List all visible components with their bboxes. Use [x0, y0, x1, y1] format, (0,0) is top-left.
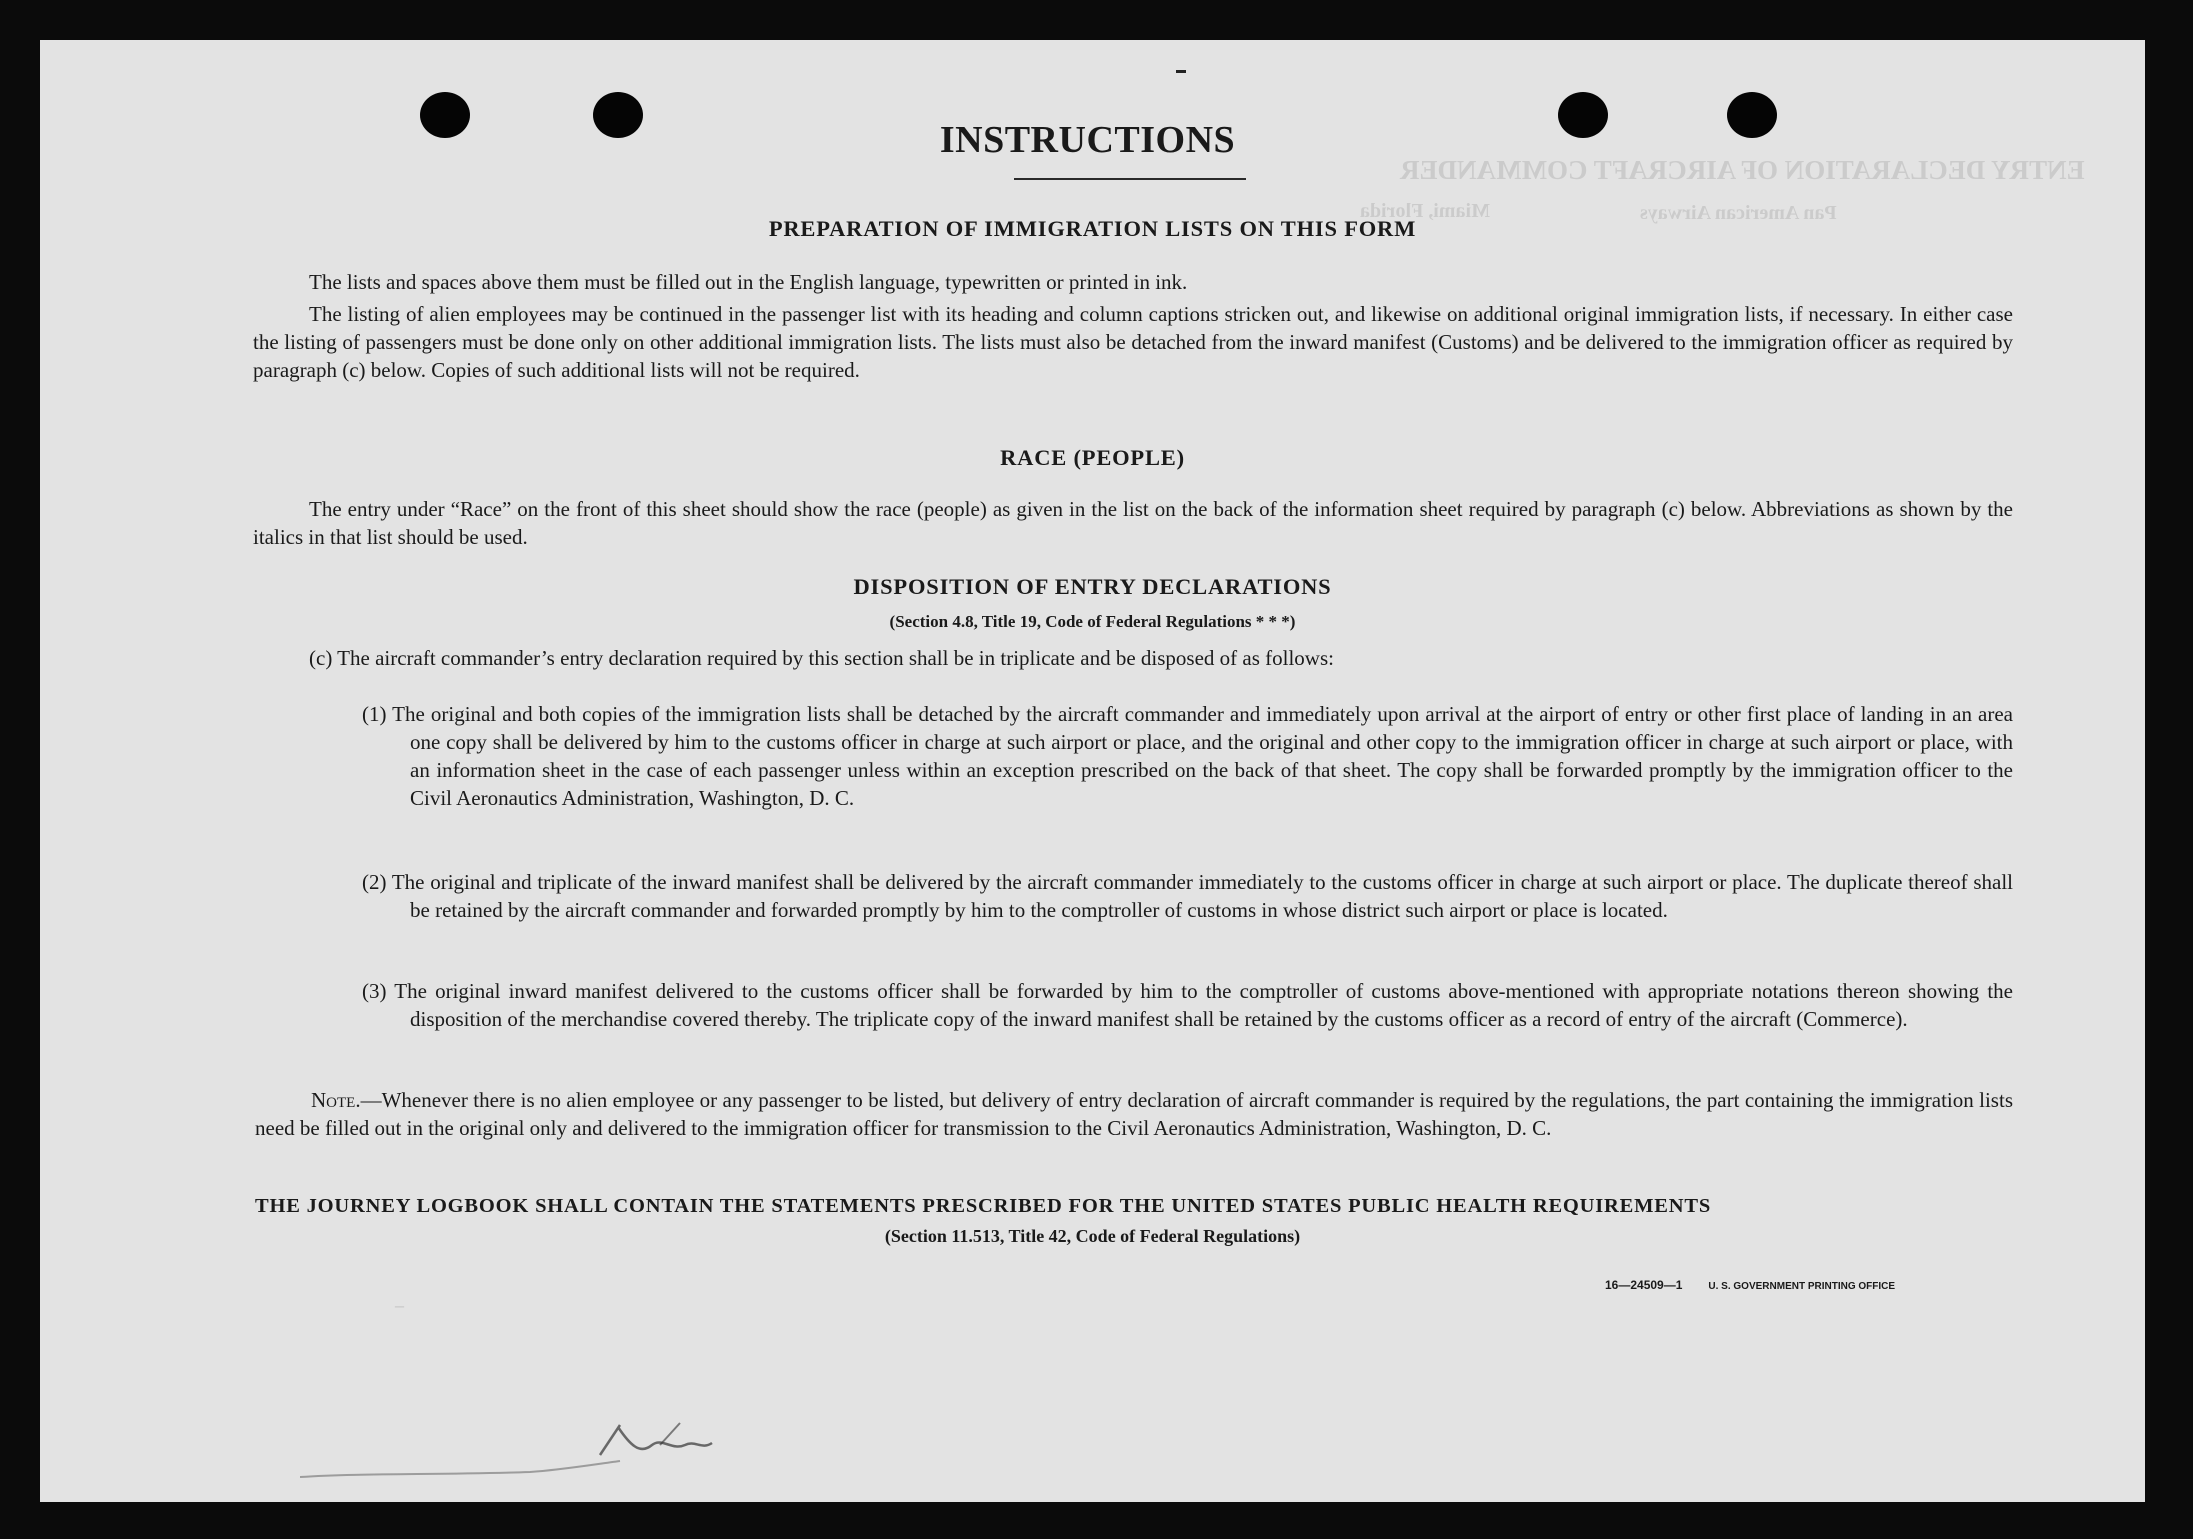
- bleed-through-heading: ENTRY DECLARATION OF AIRCRAFT COMMANDER: [1400, 155, 2085, 185]
- handwritten-signature-mark: [300, 1415, 720, 1495]
- bleed-through-line: Miami, Florida: [1360, 200, 1490, 222]
- section-heading-preparation: PREPARATION OF IMMIGRATION LISTS ON THIS FORM: [768, 216, 1417, 241]
- disposition-item-2: (2) The original and triplicate of the inward manifest shall be delivered by the aircraft commander immediately to the customs officer in charge at such airport or place. The duplicate thereof shall be retained by the aircraft commander and forwarded promptly by him to the comptroller of customs in whose district such airport or place is located.: [362, 870, 2013, 922]
- printing-office-line: [1605, 1278, 1895, 1292]
- disposition-intro: (c) The aircraft commander’s entry declaration required by this section shall be in triplicate and be disposed of as follows:: [309, 646, 1334, 670]
- bleed-through-dash: –: [395, 1295, 404, 1315]
- section-heading-disposition: DISPOSITION OF ENTRY DECLARATIONS: [853, 574, 1332, 599]
- document-page: [40, 40, 2145, 1502]
- preparation-paragraph-1: The lists and spaces above them must be filled out in the English language, typewritten or printed in ink.: [309, 270, 1188, 294]
- form-code: 16—24509—1: [1605, 1278, 1683, 1292]
- logbook-citation: (Section 11.513, Title 42, Code of Federal Regulations): [884, 1226, 1301, 1246]
- preparation-paragraph-2: The listing of alien employees may be continued in the passenger list with its heading and column captions stricken out, and likewise on additional original immigration lists, if necessary. In either case the listing of passengers must be done only on other additional immigration lists. The lists must also be detached from the inward manifest (Customs) and be delivered to the immigration officer as required by paragraph (c) below. Copies of such additional lists will not be required.: [253, 302, 2013, 382]
- logbook-requirement: THE JOURNEY LOGBOOK SHALL CONTAIN THE STATEMENTS PRESCRIBED FOR THE UNITED STATES PUBLIC HEALTH REQUIREMENTS: [255, 1195, 1712, 1217]
- bleed-through-line: Pan American Airways: [1640, 202, 1837, 224]
- disposition-item-1: (1) The original and both copies of the immigration lists shall be detached by the aircraft commander and immediately upon arrival at the airport of entry or other first place of landing in an area one copy shall be delivered by him to the customs officer in charge at such airport or place, and the original and other copy to the immigration officer in charge at such airport or place, with an information sheet in the case of each passenger unless within an exception prescribed on the back of that sheet. The copy shall be forwarded promptly by the immigration officer to the Civil Aeronautics Administration, Washington, D. C.: [362, 702, 2013, 810]
- note-label: Note.: [311, 1088, 361, 1112]
- note-text: —Whenever there is no alien employee or any passenger to be listed, but delivery of entry declaration of aircraft commander is required by the regulations, the part containing the immigration lists need be filled out in the original only and delivered to the immigration officer for transmission to the Civil Aeronautics Administration, Washington, D. C.: [255, 1088, 2013, 1140]
- section-heading-race: RACE (PEOPLE): [1000, 445, 1185, 470]
- printer-name: U. S. GOVERNMENT PRINTING OFFICE: [1708, 1281, 1896, 1292]
- disposition-item-3: (3) The original inward manifest delivered to the customs officer shall be forwarded by him to the comptroller of customs above-mentioned with appropriate notations thereon showing the disposition of the merchandise covered thereby. The triplicate copy of the inward manifest shall be retained by the customs officer as a record of entry of the aircraft (Commerce).: [362, 979, 2013, 1031]
- title-underline: [1014, 178, 1246, 180]
- note-paragraph: [255, 1086, 2013, 1142]
- top-dash-mark: [1176, 70, 1186, 73]
- disposition-citation: (Section 4.8, Title 19, Code of Federal Regulations * * *): [889, 612, 1296, 631]
- race-paragraph: The entry under “Race” on the front of this sheet should show the race (people) as given in the list on the back of the information sheet required by paragraph (c) below. Abbreviations as shown by the italics in that list should be used.: [253, 497, 2013, 549]
- page-title: INSTRUCTIONS: [939, 119, 1236, 161]
